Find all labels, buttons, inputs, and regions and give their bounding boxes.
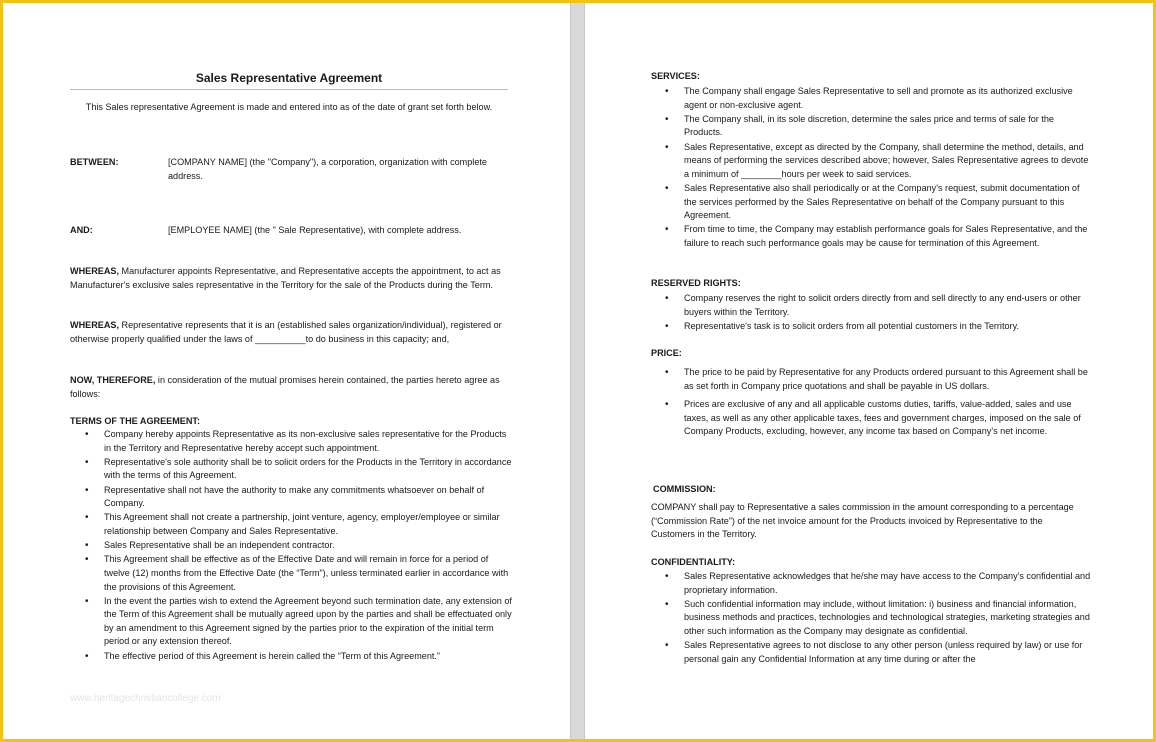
therefore-paragraph	[70, 374, 502, 401]
list-item: • Representative's sole authority shall be to solicit orders for the Products in the Territory in accordance with the terms of this Agreement.	[104, 456, 514, 483]
price-list	[684, 366, 1094, 444]
list-item: • This Agreement shall be effective as of the Effective Date and will remain in force for a period of twelve (12) months from the Effective Date (the “Term”), unless terminated earlier in accordance with the provisions of this Agreement.	[104, 553, 514, 594]
list-item: • In the event the parties wish to extend the Agreement beyond such termination date, any extension of the Term of this Agreement shall be mutually agreed upon by the parties and shall be effectuated only by an amendment to this Agreement signed by the parties prior to the expiration of the initial term period or any extension thereof.	[104, 595, 514, 649]
terms-heading: TERMS OF THE AGREEMENT:	[70, 416, 201, 426]
confidentiality-heading: CONFIDENTIALITY:	[651, 557, 736, 567]
document-viewer	[3, 3, 1153, 739]
list-item: • The price to be paid by Representative for any Products ordered pursuant to this Agreement shall be as set forth in Company price quotations and shall be payable in US dollars.	[684, 366, 1094, 393]
page-left	[3, 3, 570, 739]
list-item: • The Company shall engage Sales Representative to sell and promote as its authorized exclusive agent or non-exclusive agent.	[684, 85, 1094, 112]
price-heading: PRICE:	[651, 348, 682, 358]
page-gutter	[570, 3, 585, 739]
list-item: • This Agreement shall not create a partnership, joint venture, agency, employer/employee or similar relationship between Company and Sales Representative.	[104, 511, 514, 538]
document-title: Sales Representative Agreement	[70, 69, 508, 90]
list-item: • Representative's task is to solicit orders from all potential customers in the Territory.	[684, 320, 1094, 334]
list-item: • Sales Representative shall be an independent contractor.	[104, 539, 514, 553]
watermark: www.heritagechristiancollege.com	[70, 693, 221, 704]
therefore-lead: NOW, THEREFORE,	[70, 375, 156, 385]
terms-list	[104, 428, 514, 664]
list-item: • From time to time, the Company may establish performance goals for Sales Representative, and the failure to reach such performance goals may be cause for termination of this Agreement.	[684, 223, 1094, 250]
between-text: [COMPANY NAME] (the "Company"), a corporation, organization with complete address.	[168, 157, 487, 181]
intro-text: This Sales representative Agreement is made and entered into as of the date of grant set forth below.	[85, 102, 493, 112]
whereas-lead-2: WHEREAS,	[70, 320, 120, 330]
list-item: • Such confidential information may include, without limitation: i) business and financial information, business methods and practices, technologies and technological strategies, marketing strategies and other such information as the Company may designate as confidential.	[684, 598, 1094, 639]
commission-text: COMPANY shall pay to Representative a sales commission in the amount corresponding to a percentage (“Commission Rate”) of the net invoice amount for the Products invoiced by Representative to the Customers in the Territory.	[651, 502, 1074, 540]
list-item: • Company reserves the right to solicit orders directly from and sell directly to any end-users or other buyers within the Territory.	[684, 292, 1094, 319]
list-item: • Sales Representative agrees to not disclose to any other person (unless required by law) or use for personal gain any Confidential Information at any time during or after the	[684, 639, 1094, 666]
and-text: [EMPLOYEE NAME] (the " Sale Representative), with complete address.	[168, 225, 462, 235]
between-label: BETWEEN:	[70, 157, 119, 167]
reserved-rights-list	[684, 292, 1094, 334]
whereas-paragraph-1	[70, 265, 502, 292]
list-item: • Sales Representative also shall periodically or at the Company's request, submit documentation of the services performed by the Sales Representative on behalf of the Company pursuant to this Agreement.	[684, 182, 1094, 223]
list-item: • Company hereby appoints Representative as its non-exclusive sales representative for the Products in the Territory and Representative hereby accept such appointment.	[104, 428, 514, 455]
list-item: • Representative shall not have the authority to make any commitments whatsoever on behalf of Company.	[104, 484, 514, 511]
services-list	[684, 85, 1094, 251]
list-item: • Sales Representative, except as directed by the Company, shall determine the method, details, and means of performing the services described above; however, Sales Representative agrees to devote a minimum of ________hours per week to said services.	[684, 141, 1094, 182]
whereas-lead-1: WHEREAS,	[70, 266, 120, 276]
services-heading: SERVICES:	[651, 71, 700, 81]
list-item: • Prices are exclusive of any and all applicable customs duties, tariffs, value-added, sales and use taxes, as well as any other applicable taxes, fees and government charges, imposed on the sale of Company Products, excluding, however, any income tax based on Company's net income.	[684, 398, 1094, 439]
confidentiality-list	[684, 570, 1094, 667]
list-item: • Sales Representative acknowledges that he/she may have access to the Company's confidential and proprietary information.	[684, 570, 1094, 597]
list-item: • The effective period of this Agreement is herein called the “Term of this Agreement.”	[104, 650, 514, 664]
whereas-text-1: Manufacturer appoints Representative, and Representative accepts the appointment, to act as Manufacturer's exclusive sales representative in the Territory for the sale of the Products during the Term.	[70, 266, 501, 290]
whereas-text-2: Representative represents that it is an (established sales organization/individual), registered or otherwise properly qualified under the laws of __________to do business in this capacity; and,	[70, 320, 502, 344]
commission-heading: COMMISSION:	[653, 484, 716, 494]
and-label: AND:	[70, 225, 93, 235]
list-item: • The Company shall, in its sole discretion, determine the sales price and terms of sale for the Products.	[684, 113, 1094, 140]
therefore-text: in consideration of the mutual promises herein contained, the parties hereto agree as follows:	[70, 375, 500, 399]
reserved-rights-heading: RESERVED RIGHTS:	[651, 278, 741, 288]
whereas-paragraph-2	[70, 319, 502, 346]
